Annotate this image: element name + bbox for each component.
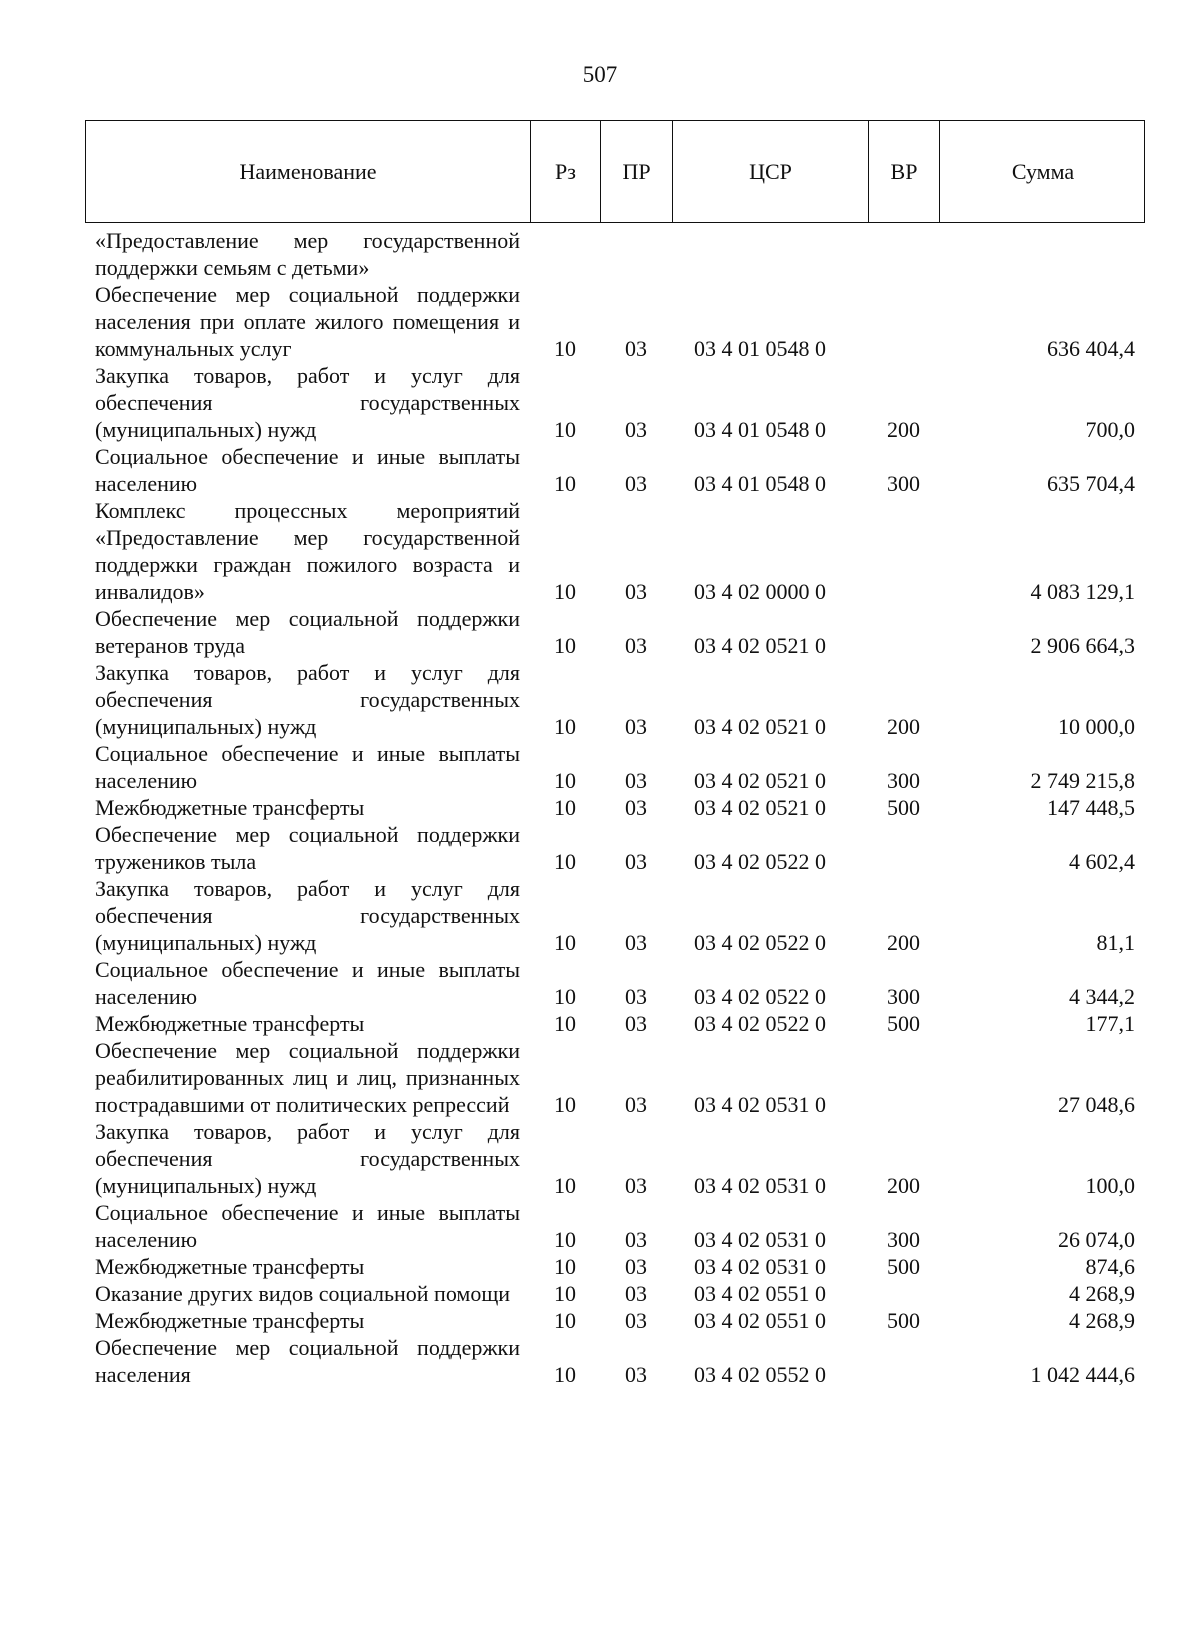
table-row [85,1334,1145,1388]
row-rz: 10 [554,1173,576,1198]
row-csr: 03 4 02 0522 0 [694,1011,826,1036]
row-rz: 10 [554,714,576,739]
header-csr: ЦСР [673,121,869,222]
row-pr: 03 [625,1092,647,1117]
row-csr: 03 4 01 0548 0 [694,471,826,496]
row-rz: 10 [554,984,576,1009]
row-sum: 1 042 444,6 [1030,1362,1135,1387]
row-csr: 03 4 02 0551 0 [694,1281,826,1306]
row-rz: 10 [554,633,576,658]
header-name: Наименование [86,121,531,222]
row-name: Обеспечение мер социальной поддержки тружеников тыла [95,822,520,874]
row-csr: 03 4 02 0521 0 [694,795,826,820]
row-name: Межбюджетные трансферты [95,1254,365,1279]
row-rz: 10 [554,417,576,442]
header-sum: Сумма [1011,159,1075,184]
row-name: «Предоставление мер государственной поддержки семьям с детьми» [95,228,520,280]
table-row [85,1307,1145,1334]
table-row [85,605,1145,659]
row-name: Обеспечение мер социальной поддержки реабилитированных лиц и лиц, признанных пострадавшими от политических репрессий [95,1038,520,1117]
row-name: Обеспечение мер социальной поддержки населения при оплате жилого помещения и коммунальных услуг [95,282,520,361]
row-name: Закупка товаров, работ и услуг для обеспечения государственных (муниципальных) нужд [95,363,520,442]
header-vr: ВР [869,121,940,222]
table-row [85,227,1145,281]
row-sum: 4 602,4 [1069,849,1135,874]
row-sum: 10 000,0 [1058,714,1135,739]
row-rz: 10 [554,849,576,874]
row-sum: 636 404,4 [1047,336,1135,361]
row-csr: 03 4 02 0521 0 [694,768,826,793]
page-number: 507 [582,62,618,87]
row-csr: 03 4 02 0531 0 [694,1254,826,1279]
table-row [85,443,1145,497]
table-row [85,1280,1145,1307]
row-pr: 03 [625,1011,647,1036]
row-sum: 2 749 215,8 [1030,768,1135,793]
row-pr: 03 [625,336,647,361]
table-row [85,497,1145,605]
table-row [85,1253,1145,1280]
table-row [85,1037,1145,1118]
row-sum: 4 083 129,1 [1030,579,1135,604]
row-sum: 635 704,4 [1047,471,1135,496]
row-csr: 03 4 02 0552 0 [694,1362,826,1387]
row-pr: 03 [625,795,647,820]
row-sum: 26 074,0 [1058,1227,1135,1252]
table-row [85,740,1145,794]
row-rz: 10 [554,1092,576,1117]
row-name: Обеспечение мер социальной поддержки ветеранов труда [95,606,520,658]
row-pr: 03 [625,768,647,793]
table-row [85,1010,1145,1037]
row-name: Межбюджетные трансферты [95,795,365,820]
row-sum: 27 048,6 [1058,1092,1135,1117]
row-rz: 10 [554,930,576,955]
row-name: Закупка товаров, работ и услуг для обеспечения государственных (муниципальных) нужд [95,660,520,739]
row-pr: 03 [625,930,647,955]
row-csr: 03 4 02 0000 0 [694,579,826,604]
row-pr: 03 [625,714,647,739]
table-header [85,120,1145,223]
table-row [85,281,1145,362]
row-vr: 200 [887,930,920,955]
row-sum: 2 906 664,3 [1030,633,1135,658]
row-vr: 500 [887,795,920,820]
row-pr: 03 [625,984,647,1009]
row-pr: 03 [625,633,647,658]
row-rz: 10 [554,795,576,820]
row-csr: 03 4 02 0522 0 [694,984,826,1009]
row-vr: 200 [887,1173,920,1198]
row-name: Межбюджетные трансферты [95,1011,365,1036]
table-row [85,1118,1145,1199]
table-row [85,821,1145,875]
row-vr: 300 [887,984,920,1009]
row-rz: 10 [554,471,576,496]
row-pr: 03 [625,417,647,442]
row-rz: 10 [554,1362,576,1387]
row-pr: 03 [625,1227,647,1252]
table-body [85,227,1145,1388]
row-csr: 03 4 02 0531 0 [694,1173,826,1198]
table-row [85,659,1145,740]
row-pr: 03 [625,849,647,874]
row-pr: 03 [625,1362,647,1387]
row-vr: 500 [887,1308,920,1333]
row-vr: 300 [887,1227,920,1252]
header-pr: ПР [601,121,673,222]
row-rz: 10 [554,1227,576,1252]
row-vr: 500 [887,1254,920,1279]
row-sum: 700,0 [1085,417,1135,442]
row-pr: 03 [625,1281,647,1306]
row-csr: 03 4 02 0531 0 [694,1092,826,1117]
row-vr: 200 [887,714,920,739]
row-rz: 10 [554,1011,576,1036]
row-pr: 03 [625,579,647,604]
row-csr: 03 4 02 0522 0 [694,930,826,955]
row-sum: 81,1 [1096,930,1135,955]
row-sum: 177,1 [1085,1011,1135,1036]
row-rz: 10 [554,768,576,793]
row-name: Социальное обеспечение и иные выплаты населению [95,957,520,1009]
row-name: Социальное обеспечение и иные выплаты населению [95,1200,520,1252]
row-vr: 300 [887,471,920,496]
row-sum: 100,0 [1085,1173,1135,1198]
row-sum: 4 268,9 [1069,1281,1135,1306]
row-sum: 4 344,2 [1069,984,1135,1009]
row-pr: 03 [625,471,647,496]
row-rz: 10 [554,336,576,361]
row-csr: 03 4 02 0551 0 [694,1308,826,1333]
row-csr: 03 4 02 0522 0 [694,849,826,874]
row-name: Оказание других видов социальной помощи [95,1281,511,1306]
table-row [85,362,1145,443]
row-csr: 03 4 02 0521 0 [694,633,826,658]
table-row [85,794,1145,821]
row-name: Социальное обеспечение и иные выплаты населению [95,444,520,496]
table-row [85,1199,1145,1253]
table-row [85,875,1145,956]
row-rz: 10 [554,1281,576,1306]
budget-table [85,120,1145,1388]
row-csr: 03 4 01 0548 0 [694,336,826,361]
row-vr: 300 [887,768,920,793]
row-sum: 4 268,9 [1069,1308,1135,1333]
row-name: Социальное обеспечение и иные выплаты населению [95,741,520,793]
header-rz: Рз [531,121,601,222]
row-sum: 147 448,5 [1047,795,1135,820]
table-row [85,956,1145,1010]
row-vr: 200 [887,417,920,442]
row-rz: 10 [554,1308,576,1333]
row-pr: 03 [625,1173,647,1198]
row-rz: 10 [554,579,576,604]
row-rz: 10 [554,1254,576,1279]
row-name: Комплекс процессных мероприятий «Предоставление мер государственной поддержки граждан пожилого возраста и инвалидов» [95,498,520,604]
row-name: Межбюджетные трансферты [95,1308,365,1333]
row-name: Обеспечение мер социальной поддержки населения [95,1335,520,1387]
row-name: Закупка товаров, работ и услуг для обеспечения государственных (муниципальных) нужд [95,876,520,955]
row-sum: 874,6 [1085,1254,1135,1279]
row-csr: 03 4 02 0531 0 [694,1227,826,1252]
row-csr: 03 4 02 0521 0 [694,714,826,739]
row-csr: 03 4 01 0548 0 [694,417,826,442]
row-pr: 03 [625,1308,647,1333]
row-vr: 500 [887,1011,920,1036]
row-name: Закупка товаров, работ и услуг для обеспечения государственных (муниципальных) нужд [95,1119,520,1198]
row-pr: 03 [625,1254,647,1279]
